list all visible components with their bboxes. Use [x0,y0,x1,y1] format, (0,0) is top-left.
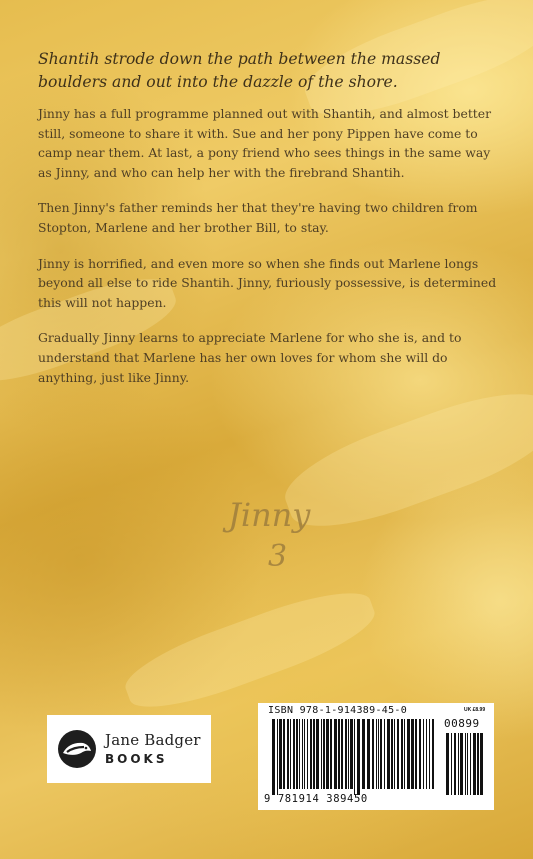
blurb [38,48,500,403]
barcode-bar [341,719,343,789]
barcode-bar [287,719,289,789]
signature-number: 3 [268,539,288,574]
isbn-barcode [272,719,438,795]
barcode-bar [480,733,483,795]
barcode-bar [432,719,434,789]
barcode-bar [304,719,305,789]
blurb-paragraph: Gradually Jinny learns to appreciate Marlene for who she is, and to understand that Marlene has her own loves for whom she will do anything, just like Jinny. [38,330,462,385]
blurb-paragraph: Jinny has a full programme planned out with Shantih, and almost better still, someone to share it with. Sue and her pony Pippen have come to camp near them. At last, a pony friend who sees things in the same way as Jinny, and who can help her with the firebrand Shantih. [38,106,492,180]
barcode-bar [446,733,449,795]
barcode-bar [316,719,319,789]
barcode-bar [426,719,427,789]
barcode-bar [307,719,308,789]
paint-stroke [118,577,383,722]
barcode-bar [380,719,382,789]
tagline: Shantih strode down the path between the massed boulders and out into the dazzle of the shore. [38,50,441,91]
barcode-bar [401,719,403,789]
barcode-bar [296,719,298,789]
barcode-bar [290,719,291,789]
barcode-bar [302,719,303,789]
publisher-imprint: BOOKS [105,752,168,766]
barcode-bar [354,719,355,795]
barcode-bar [345,719,347,789]
barcode-bar [460,733,463,795]
barcode-bar [404,719,405,789]
barcode-label [258,703,494,810]
price-barcode [446,733,486,795]
barcode-bar [348,719,349,789]
barcode-bar [470,733,471,795]
barcode-bar [330,719,332,789]
barcode-bar [350,719,353,789]
barcode-bar [397,719,399,789]
barcode-bar [283,719,285,789]
series-signature [218,486,338,576]
barcode-bar [293,719,295,789]
barcode-bar [465,733,466,795]
signature-name: Jinny [228,496,311,534]
barcode-bar [321,719,322,789]
barcode-bar [419,719,421,789]
price-label: UK £8.99 [464,707,486,713]
barcode-bar [477,733,479,795]
barcode-bar [391,719,393,789]
barcode-bar [367,719,370,789]
barcode-bar [451,733,452,795]
blurb-paragraph: Then Jinny's father reminds her that they're having two children from Stopton, Marlene and her brother Bill, to stay. [38,200,478,235]
barcode-bar [313,719,315,789]
barcode-bar [394,719,395,789]
barcode-bar [357,719,360,795]
barcode-bar [310,719,312,789]
barcode-bar [326,719,329,789]
publisher-logo [47,715,211,783]
barcode-bar [338,719,340,789]
barcode-bar [323,719,325,789]
barcode-bar [272,719,275,795]
barcode-bar [372,719,374,789]
barcode-bar [279,719,282,789]
barcode-digits: 9 781914 389450 [264,793,368,805]
blurb-paragraph: Jinny is horrified, and even more so when she finds out Marlene longs beyond all else to ride Shantih. Jinny, furiously possessive, is determined this will not happen. [38,255,497,310]
barcode-bar [362,719,365,789]
barcode-bar [334,719,337,789]
barcode-bar [473,733,476,795]
barcode-bar [376,719,377,789]
publisher-wordmark [105,733,201,765]
isbn-text: ISBN 978-1-914389-45-0 [268,705,408,716]
barcode-bar [454,733,456,795]
barcode-bar [407,719,410,789]
badger-icon [57,729,97,769]
barcode-bar [423,719,424,789]
barcode-bar [415,719,417,789]
barcode-bar [299,719,300,789]
barcode-bar [277,719,278,795]
barcode-bar [384,719,385,789]
barcode-bar [429,719,430,789]
barcode-bar [387,719,390,789]
barcode-bar [378,719,379,789]
price-code: 00899 [444,717,480,730]
barcode-bar [458,733,459,795]
publisher-name: Jane Badger [105,731,201,749]
barcode-bar [467,733,468,795]
barcode-bar [411,719,414,789]
